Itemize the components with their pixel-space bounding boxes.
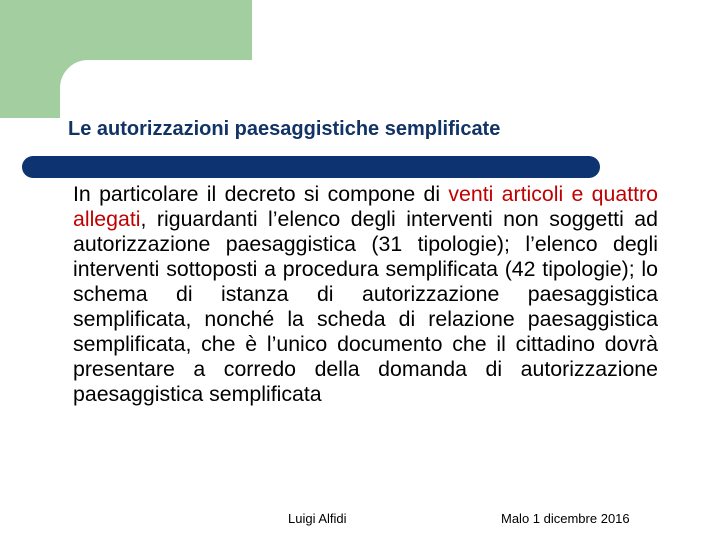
title-underline-bar (22, 156, 600, 178)
body-highlight: venti articoli e quattro allegati (73, 182, 658, 231)
slide-title: Le autorizzazioni paesaggistiche semplificate (68, 118, 501, 140)
body-text-part1: In particolare il decreto si compone di (73, 182, 449, 206)
body-text-part2: , riguardanti l’elenco degli interventi non soggetti ad autorizzazione paesaggistica (31 tipologie); l’elenco degli interventi sottoposti a procedura semplificata (42 tipologie); lo schema di istanza di autorizzazione paesaggistica semplificata, nonché la scheda di relazione paesaggistica semplificata, che è l’unico documento che il cittadino dovrà presentare a corredo della domanda di autorizzazione paesaggistica semplificata (73, 207, 658, 406)
footer-author: Luigi Alfidi (288, 511, 347, 526)
footer-date: Malo 1 dicembre 2016 (501, 511, 630, 526)
body-paragraph (73, 182, 658, 407)
